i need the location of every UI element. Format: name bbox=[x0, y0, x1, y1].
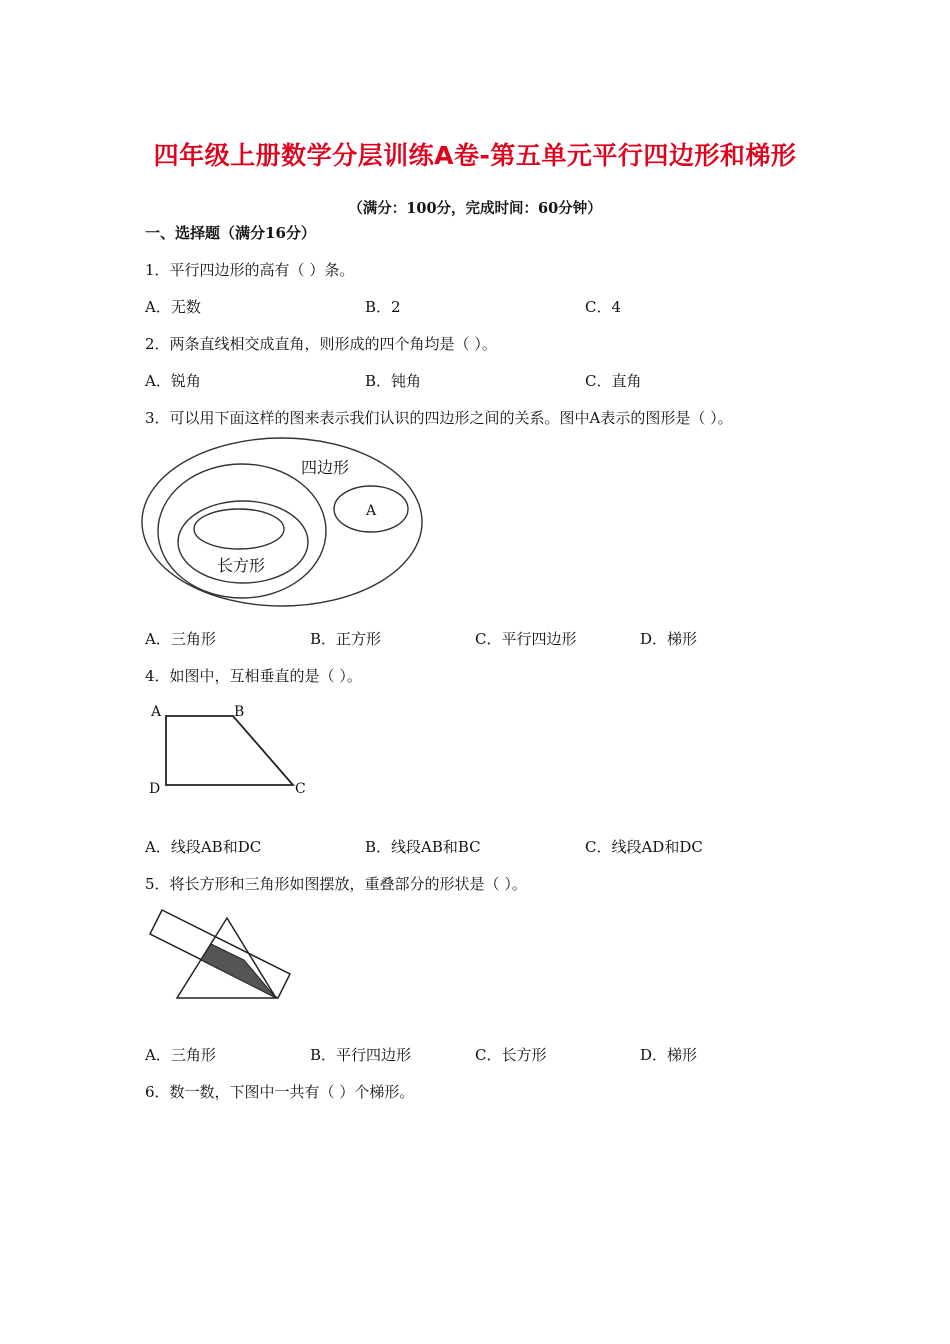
question-5: 5．将长方形和三角形如图摆放，重叠部分的形状是（ ）。 bbox=[145, 875, 527, 893]
q4-option-c[interactable]: C．线段AD和DC bbox=[585, 838, 703, 856]
overlap-figure bbox=[145, 905, 295, 1005]
venn-inner-ellipse bbox=[194, 509, 284, 549]
question-3: 3．可以用下面这样的图来表示我们认识的四边形之间的关系。图中A表示的图形是（ ）。 bbox=[145, 409, 733, 427]
venn-rectangle-label: 长方形 bbox=[217, 556, 266, 575]
q5-option-b[interactable]: B．平行四边形 bbox=[310, 1046, 412, 1064]
venn-a-label: A bbox=[365, 503, 377, 519]
vertex-a-label: A bbox=[151, 704, 162, 720]
document-title: 四年级上册数学分层训练A卷-第五单元平行四边形和梯形 bbox=[153, 141, 797, 170]
vertex-b-label: B bbox=[234, 704, 245, 720]
q5-option-a[interactable]: A．三角形 bbox=[145, 1046, 216, 1064]
q3-option-c[interactable]: C．平行四边形 bbox=[475, 630, 577, 648]
question-2: 2．两条直线相交成直角，则形成的四个角均是（ ）。 bbox=[145, 335, 497, 353]
q5-option-c[interactable]: C．长方形 bbox=[475, 1046, 547, 1064]
q4-option-a[interactable]: A．线段AB和DC bbox=[145, 838, 262, 856]
question-4: 4．如图中，互相垂直的是（ ）。 bbox=[145, 667, 362, 685]
trapezoid-shape bbox=[166, 716, 293, 785]
q4-option-b[interactable]: B．线段AB和BC bbox=[365, 838, 481, 856]
trapezoid-figure bbox=[145, 700, 315, 800]
venn-diagram bbox=[140, 435, 430, 610]
vertex-c-label: C bbox=[295, 781, 306, 797]
q2-option-a[interactable]: A．锐角 bbox=[145, 372, 201, 390]
q3-option-b[interactable]: B．正方形 bbox=[310, 630, 382, 648]
exam-info: （满分：100分，完成时间：60分钟） bbox=[348, 200, 602, 217]
question-6: 6．数一数，下图中一共有（ ）个梯形。 bbox=[145, 1083, 415, 1101]
q2-option-b[interactable]: B．钝角 bbox=[365, 372, 422, 390]
q3-option-a[interactable]: A．三角形 bbox=[145, 630, 216, 648]
q5-option-d[interactable]: D．梯形 bbox=[640, 1046, 698, 1064]
vertex-d-label: D bbox=[149, 781, 161, 797]
section-heading: 一、选择题（满分16分） bbox=[145, 224, 316, 242]
q3-option-d[interactable]: D．梯形 bbox=[640, 630, 698, 648]
overlap-shaded-region bbox=[201, 944, 276, 998]
q1-option-a[interactable]: A．无数 bbox=[145, 298, 201, 316]
venn-quadrilateral-ellipse bbox=[158, 464, 326, 598]
venn-quadrilateral-label: 四边形 bbox=[301, 458, 350, 477]
q2-option-c[interactable]: C．直角 bbox=[585, 372, 642, 390]
q1-option-b[interactable]: B．2 bbox=[365, 298, 401, 316]
q1-option-c[interactable]: C．4 bbox=[585, 298, 622, 316]
question-1: 1．平行四边形的高有（ ）条。 bbox=[145, 261, 355, 279]
